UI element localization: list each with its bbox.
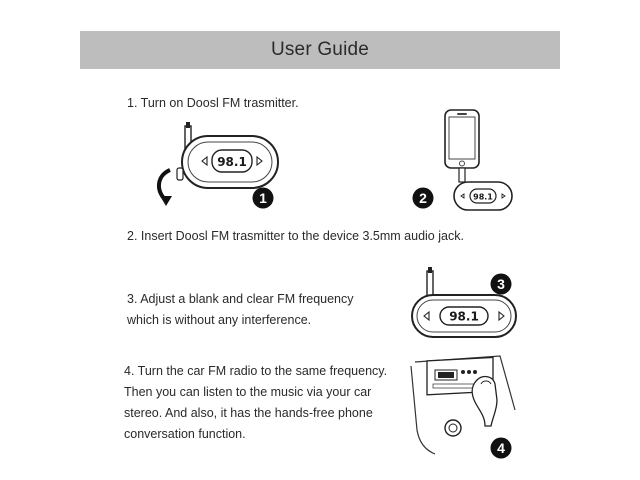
step-2-text: 2. Insert Doosl FM trasmitter to the device 3.5mm audio jack. xyxy=(127,229,464,243)
title-bar xyxy=(80,31,560,69)
step-4-badge xyxy=(490,437,512,459)
step-1-text: 1. Turn on Doosl FM trasmitter. xyxy=(127,96,299,110)
svg-text:2: 2 xyxy=(419,190,427,206)
frequency-display-small: 98.1 xyxy=(473,192,493,202)
rotate-arrow-icon xyxy=(159,170,172,206)
step-2-badge xyxy=(412,187,434,209)
fm-transmitter-icon xyxy=(150,118,310,218)
svg-text:3: 3 xyxy=(497,276,505,292)
hand-icon xyxy=(472,377,497,426)
svg-text:1: 1 xyxy=(259,190,267,206)
frequency-display: 98.1 xyxy=(217,155,247,169)
frequency-display-step3: 98.1 xyxy=(449,309,479,324)
step-3-badge xyxy=(490,273,512,295)
svg-text:4: 4 xyxy=(497,440,505,456)
step-1-badge xyxy=(252,187,274,209)
step-3-text: 3. Adjust a blank and clear FM frequency which is without any interference. xyxy=(127,292,354,327)
page-title: User Guide xyxy=(270,39,370,60)
step-4-text: 4. Turn the car FM radio to the same frequency. Then you can listen to the music via your car stereo. And also, it has the hands-free phone conversation function. xyxy=(124,364,388,441)
smartphone-icon xyxy=(440,108,520,218)
